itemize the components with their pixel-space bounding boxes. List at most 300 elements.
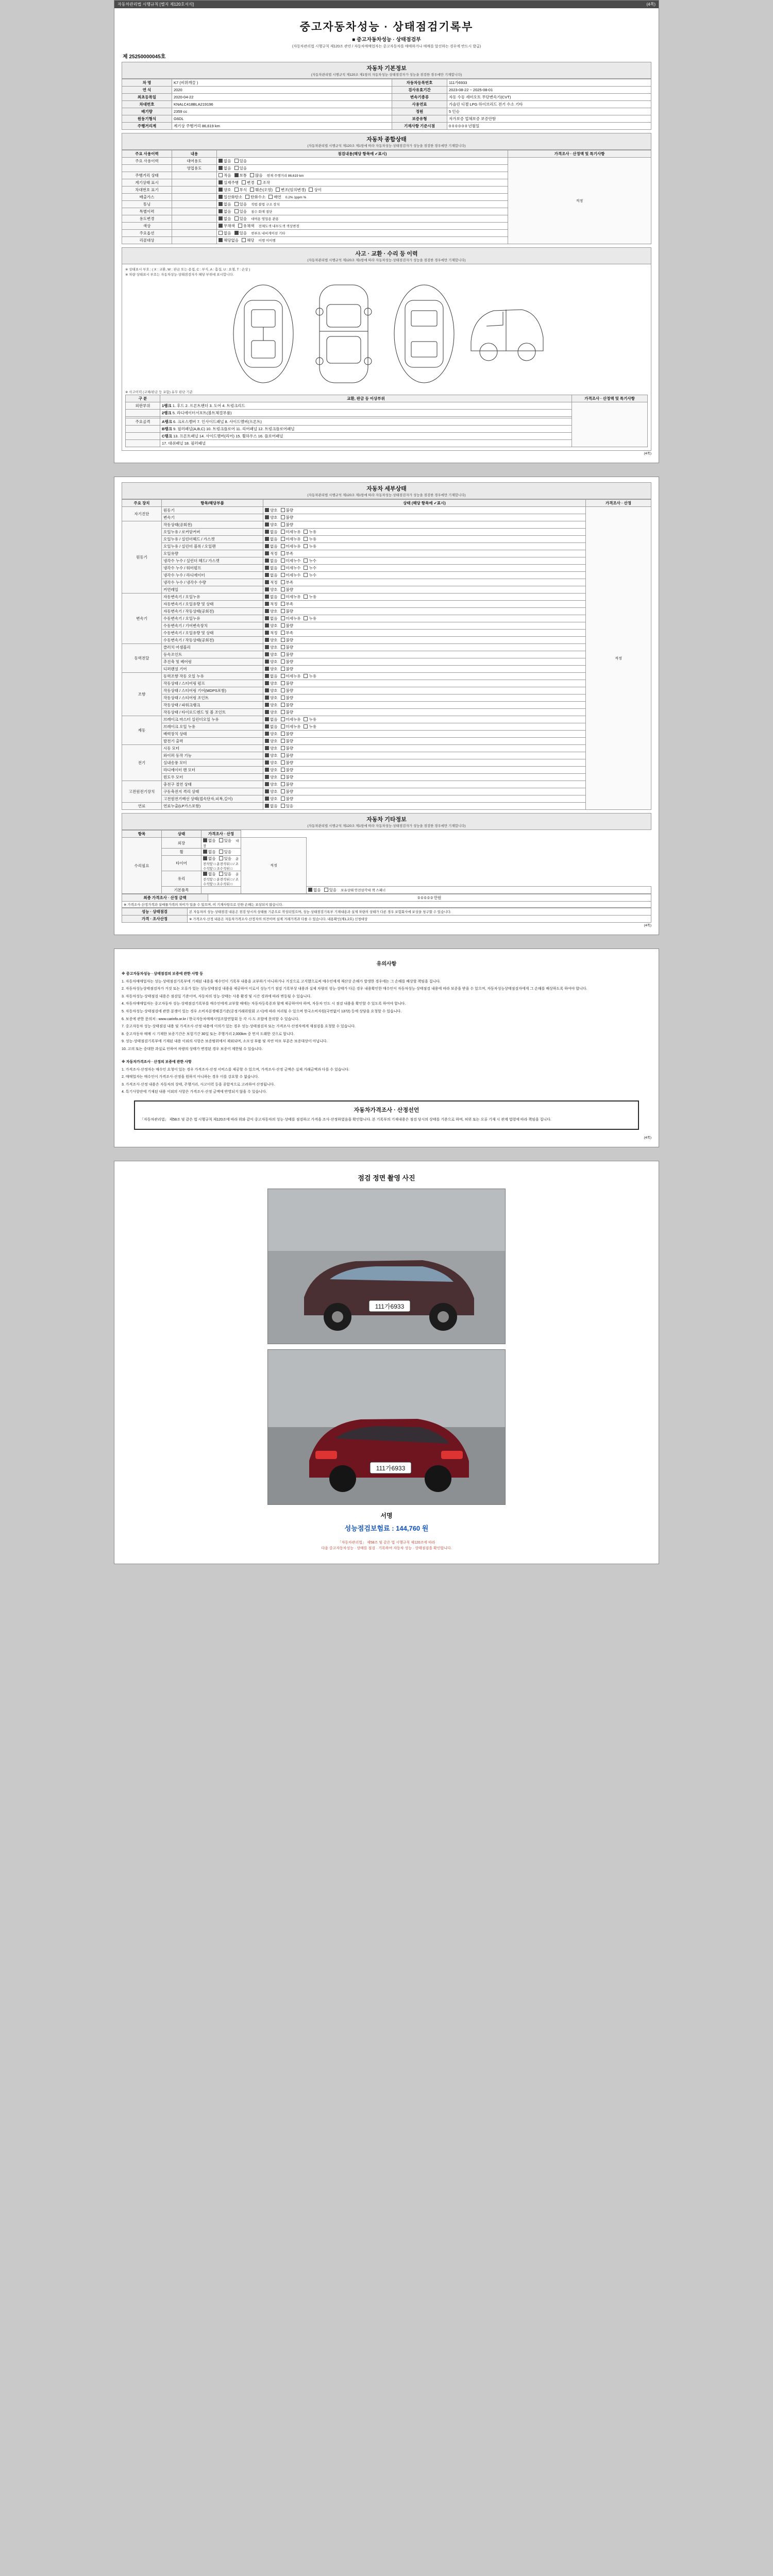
checkbox-option[interactable]: 있음 <box>324 887 337 893</box>
checkbox-option[interactable]: 해당없음 <box>219 238 239 243</box>
checkbox-option[interactable]: 있음 <box>234 230 247 236</box>
checkbox-option[interactable]: 없음 <box>265 536 278 542</box>
checkbox-icon[interactable] <box>304 530 308 534</box>
device-options[interactable] <box>263 752 586 759</box>
device-options[interactable] <box>263 550 586 557</box>
checkbox-option[interactable]: 없음 <box>265 673 278 679</box>
checkbox-icon[interactable] <box>219 238 223 242</box>
row-options[interactable] <box>217 194 508 201</box>
checkbox-icon[interactable] <box>281 595 285 599</box>
checkbox-icon[interactable] <box>219 224 223 228</box>
checkbox-icon[interactable] <box>234 166 239 170</box>
checkbox-option[interactable]: 보통 <box>234 173 247 178</box>
checkbox-option[interactable]: 불량 <box>281 623 294 629</box>
checkbox-icon[interactable] <box>281 724 285 728</box>
checkbox-icon[interactable] <box>281 688 285 692</box>
checkbox-icon[interactable] <box>203 838 207 842</box>
checkbox-option[interactable]: 양호 <box>219 187 231 193</box>
device-options[interactable] <box>263 774 586 781</box>
checkbox-option[interactable]: 매연 <box>268 194 281 200</box>
checkbox-icon[interactable] <box>265 638 269 642</box>
row-options[interactable] <box>217 165 508 172</box>
checkbox-option[interactable]: 부족 <box>281 580 294 585</box>
checkbox-icon[interactable] <box>281 732 285 736</box>
checkbox-icon[interactable] <box>265 580 269 584</box>
checkbox-option[interactable]: 양호 <box>265 522 278 528</box>
checkbox-icon[interactable] <box>219 838 223 842</box>
checkbox-icon[interactable] <box>265 732 269 736</box>
checkbox-icon[interactable] <box>219 173 223 177</box>
checkbox-option[interactable]: 있음 <box>281 803 294 809</box>
checkbox-option[interactable]: 있음 <box>234 201 247 207</box>
checkbox-icon[interactable] <box>234 202 239 206</box>
checkbox-option[interactable]: 있음 <box>234 158 247 164</box>
checkbox-option[interactable]: 불량 <box>281 637 294 643</box>
device-options[interactable] <box>263 637 586 644</box>
checkbox-option[interactable]: 불량 <box>281 774 294 780</box>
row-options[interactable] <box>217 237 508 244</box>
checkbox-icon[interactable] <box>265 753 269 757</box>
checkbox-icon[interactable] <box>265 566 269 570</box>
row-options[interactable] <box>201 871 241 887</box>
checkbox-icon[interactable] <box>281 515 285 519</box>
checkbox-icon[interactable] <box>281 573 285 577</box>
checkbox-option[interactable]: 변경 <box>242 180 255 185</box>
checkbox-option[interactable]: 없음 <box>265 544 278 549</box>
device-options[interactable] <box>263 788 586 795</box>
checkbox-icon[interactable] <box>281 623 285 628</box>
checkbox-option[interactable]: 불량 <box>281 507 294 513</box>
checkbox-icon[interactable] <box>281 703 285 707</box>
checkbox-icon[interactable] <box>265 775 269 779</box>
checkbox-icon[interactable] <box>265 609 269 613</box>
checkbox-icon[interactable] <box>234 188 239 192</box>
checkbox-option[interactable]: 양호 <box>265 645 278 650</box>
checkbox-option[interactable]: 불량 <box>281 587 294 592</box>
checkbox-icon[interactable] <box>265 674 269 678</box>
checkbox-icon[interactable] <box>304 674 308 678</box>
checkbox-icon[interactable] <box>281 796 285 801</box>
checkbox-option[interactable]: 누유 <box>304 544 316 549</box>
checkbox-option[interactable]: 양호 <box>265 688 278 693</box>
checkbox-icon[interactable] <box>219 188 223 192</box>
checkbox-option[interactable]: 불량 <box>281 681 294 686</box>
row-options[interactable] <box>217 187 508 194</box>
device-options[interactable] <box>263 781 586 788</box>
row-options[interactable] <box>201 856 241 871</box>
checkbox-icon[interactable] <box>265 508 269 512</box>
checkbox-icon[interactable] <box>281 789 285 793</box>
checkbox-option[interactable]: 미세누유 <box>281 717 301 722</box>
checkbox-option[interactable]: 양호 <box>265 681 278 686</box>
checkbox-option[interactable]: 양호 <box>265 774 278 780</box>
checkbox-option[interactable]: 누유 <box>304 536 316 542</box>
device-options[interactable] <box>263 723 586 731</box>
checkbox-icon[interactable] <box>234 209 239 213</box>
checkbox-icon[interactable] <box>265 659 269 664</box>
checkbox-icon[interactable] <box>281 609 285 613</box>
checkbox-option[interactable]: 없음 <box>219 201 231 207</box>
checkbox-icon[interactable] <box>219 159 223 163</box>
checkbox-option[interactable]: 불량 <box>281 702 294 708</box>
checkbox-icon[interactable] <box>219 166 223 170</box>
checkbox-icon[interactable] <box>265 703 269 707</box>
checkbox-icon[interactable] <box>281 739 285 743</box>
device-options[interactable] <box>263 514 586 521</box>
checkbox-option[interactable]: 없음 <box>219 158 231 164</box>
checkbox-option[interactable]: 양호 <box>265 760 278 766</box>
row-options[interactable] <box>307 887 651 894</box>
checkbox-icon[interactable] <box>281 710 285 714</box>
checkbox-option[interactable]: 양호 <box>265 789 278 794</box>
checkbox-option[interactable]: 불량 <box>281 695 294 701</box>
device-options[interactable] <box>263 731 586 738</box>
row-options[interactable] <box>217 223 508 230</box>
checkbox-icon[interactable] <box>265 652 269 656</box>
checkbox-option[interactable]: 양호 <box>265 767 278 773</box>
checkbox-icon[interactable] <box>304 566 308 570</box>
checkbox-option[interactable]: 있음 <box>219 849 232 855</box>
checkbox-icon[interactable] <box>250 173 254 177</box>
checkbox-icon[interactable] <box>309 188 313 192</box>
checkbox-option[interactable]: 불량 <box>281 782 294 787</box>
checkbox-option[interactable]: 없음 <box>219 216 231 222</box>
device-options[interactable] <box>263 673 586 680</box>
checkbox-option[interactable]: 있음 <box>219 871 232 877</box>
checkbox-icon[interactable] <box>265 768 269 772</box>
device-options[interactable] <box>263 702 586 709</box>
checkbox-option[interactable]: 불량 <box>281 796 294 802</box>
checkbox-option[interactable]: 무채색 <box>219 223 235 229</box>
checkbox-option[interactable]: 불량 <box>281 652 294 657</box>
checkbox-option[interactable]: 불량 <box>281 666 294 672</box>
checkbox-icon[interactable] <box>281 696 285 700</box>
device-options[interactable] <box>263 803 586 810</box>
checkbox-option[interactable]: 없음 <box>265 717 278 722</box>
checkbox-option[interactable]: 실제주행 <box>219 180 239 185</box>
device-options[interactable] <box>263 608 586 615</box>
checkbox-option[interactable]: 불량 <box>281 522 294 528</box>
checkbox-option[interactable]: 불량 <box>281 738 294 744</box>
checkbox-icon[interactable] <box>265 746 269 750</box>
checkbox-icon[interactable] <box>265 515 269 519</box>
checkbox-option[interactable]: 양호 <box>265 745 278 751</box>
checkbox-icon[interactable] <box>265 537 269 541</box>
checkbox-option[interactable]: 미세누유 <box>281 616 301 621</box>
checkbox-option[interactable]: 누유 <box>304 616 316 621</box>
device-options[interactable] <box>263 543 586 550</box>
checkbox-icon[interactable] <box>281 652 285 656</box>
checkbox-icon[interactable] <box>281 717 285 721</box>
checkbox-option[interactable]: 없음 <box>219 209 231 214</box>
checkbox-option[interactable]: 불량 <box>281 760 294 766</box>
checkbox-icon[interactable] <box>304 558 308 563</box>
checkbox-icon[interactable] <box>265 724 269 728</box>
checkbox-icon[interactable] <box>281 681 285 685</box>
device-options[interactable] <box>263 529 586 536</box>
checkbox-icon[interactable] <box>308 888 312 892</box>
checkbox-option[interactable]: 미세누유 <box>281 594 301 600</box>
checkbox-icon[interactable] <box>219 209 223 213</box>
checkbox-option[interactable]: 일산화탄소 <box>219 194 242 200</box>
checkbox-icon[interactable] <box>281 551 285 555</box>
checkbox-icon[interactable] <box>281 804 285 808</box>
checkbox-option[interactable]: 부족 <box>281 551 294 556</box>
checkbox-option[interactable]: 없음 <box>203 838 216 843</box>
checkbox-icon[interactable] <box>265 804 269 808</box>
checkbox-icon[interactable] <box>265 595 269 599</box>
device-options[interactable] <box>263 745 586 752</box>
checkbox-icon[interactable] <box>281 508 285 512</box>
checkbox-option[interactable]: 없음 <box>265 724 278 730</box>
checkbox-option[interactable]: 불량 <box>281 645 294 650</box>
checkbox-option[interactable]: 불량 <box>281 709 294 715</box>
device-options[interactable] <box>263 630 586 637</box>
checkbox-option[interactable]: 적정 <box>265 551 278 556</box>
checkbox-icon[interactable] <box>281 544 285 548</box>
checkbox-icon[interactable] <box>265 558 269 563</box>
device-options[interactable] <box>263 594 586 601</box>
checkbox-option[interactable]: 미세누수 <box>281 572 301 578</box>
checkbox-icon[interactable] <box>281 587 285 591</box>
row-options[interactable] <box>217 172 508 179</box>
checkbox-icon[interactable] <box>265 551 269 555</box>
checkbox-icon[interactable] <box>265 623 269 628</box>
checkbox-icon[interactable] <box>265 573 269 577</box>
checkbox-icon[interactable] <box>304 573 308 577</box>
device-options[interactable] <box>263 666 586 673</box>
checkbox-icon[interactable] <box>281 558 285 563</box>
checkbox-option[interactable]: 양호 <box>265 587 278 592</box>
checkbox-icon[interactable] <box>281 566 285 570</box>
device-options[interactable] <box>263 687 586 694</box>
row-options[interactable] <box>217 179 508 187</box>
device-options[interactable] <box>263 680 586 687</box>
checkbox-icon[interactable] <box>219 231 223 235</box>
device-options[interactable] <box>263 615 586 622</box>
checkbox-icon[interactable] <box>265 688 269 692</box>
device-options[interactable] <box>263 536 586 543</box>
checkbox-icon[interactable] <box>265 681 269 685</box>
checkbox-option[interactable]: 조작 <box>257 180 270 185</box>
checkbox-icon[interactable] <box>281 616 285 620</box>
checkbox-option[interactable]: 불량 <box>281 767 294 773</box>
checkbox-icon[interactable] <box>281 580 285 584</box>
checkbox-option[interactable]: 양호 <box>265 738 278 744</box>
device-options[interactable] <box>263 622 586 630</box>
checkbox-option[interactable]: 미세누유 <box>281 536 301 542</box>
checkbox-option[interactable]: 양호 <box>265 695 278 701</box>
device-options[interactable] <box>263 557 586 565</box>
device-options[interactable] <box>263 767 586 774</box>
checkbox-icon[interactable] <box>265 544 269 548</box>
checkbox-icon[interactable] <box>265 667 269 671</box>
checkbox-option[interactable]: 없음 <box>265 594 278 600</box>
checkbox-option[interactable]: 양호 <box>265 659 278 665</box>
device-options[interactable] <box>263 658 586 666</box>
checkbox-option[interactable]: 없음 <box>265 803 278 809</box>
checkbox-icon[interactable] <box>281 631 285 635</box>
checkbox-option[interactable]: 없음 <box>203 871 216 877</box>
checkbox-icon[interactable] <box>281 753 285 757</box>
device-options[interactable] <box>263 738 586 745</box>
checkbox-option[interactable]: 양호 <box>265 652 278 657</box>
checkbox-icon[interactable] <box>281 674 285 678</box>
checkbox-option[interactable]: 양호 <box>265 782 278 787</box>
checkbox-option[interactable]: 누유 <box>304 529 316 535</box>
checkbox-option[interactable]: 훼손(오염) <box>250 187 273 193</box>
checkbox-option[interactable]: 양호 <box>265 637 278 643</box>
checkbox-icon[interactable] <box>219 202 223 206</box>
checkbox-icon[interactable] <box>203 872 207 876</box>
row-options[interactable] <box>217 230 508 237</box>
checkbox-option[interactable]: 양호 <box>265 623 278 629</box>
checkbox-icon[interactable] <box>265 602 269 606</box>
checkbox-icon[interactable] <box>265 739 269 743</box>
checkbox-icon[interactable] <box>257 180 261 184</box>
checkbox-icon[interactable] <box>304 537 308 541</box>
checkbox-icon[interactable] <box>234 173 239 177</box>
checkbox-icon[interactable] <box>219 195 223 199</box>
checkbox-icon[interactable] <box>281 638 285 642</box>
checkbox-option[interactable]: 불량 <box>281 745 294 751</box>
checkbox-icon[interactable] <box>281 522 285 527</box>
checkbox-icon[interactable] <box>276 188 280 192</box>
checkbox-icon[interactable] <box>265 530 269 534</box>
device-options[interactable] <box>263 601 586 608</box>
checkbox-icon[interactable] <box>265 760 269 765</box>
checkbox-option[interactable]: 양호 <box>265 666 278 672</box>
checkbox-icon[interactable] <box>219 180 223 184</box>
checkbox-icon[interactable] <box>281 746 285 750</box>
checkbox-icon[interactable] <box>265 587 269 591</box>
checkbox-icon[interactable] <box>304 717 308 721</box>
checkbox-icon[interactable] <box>219 850 223 854</box>
checkbox-option[interactable]: 불량 <box>281 789 294 794</box>
checkbox-icon[interactable] <box>281 659 285 664</box>
checkbox-option[interactable]: 없음 <box>203 856 216 861</box>
checkbox-icon[interactable] <box>281 760 285 765</box>
checkbox-icon[interactable] <box>234 159 239 163</box>
row-options[interactable] <box>217 158 508 165</box>
device-options[interactable] <box>263 565 586 572</box>
checkbox-option[interactable]: 없음 <box>265 616 278 621</box>
checkbox-option[interactable]: 없음 <box>265 565 278 571</box>
checkbox-option[interactable]: 미세누유 <box>281 724 301 730</box>
checkbox-option[interactable]: 양호 <box>265 608 278 614</box>
checkbox-option[interactable]: 불량 <box>281 608 294 614</box>
checkbox-option[interactable]: 미세누유 <box>281 529 301 535</box>
row-options[interactable] <box>201 849 241 856</box>
checkbox-icon[interactable] <box>265 645 269 649</box>
checkbox-option[interactable]: 불량 <box>281 659 294 665</box>
checkbox-option[interactable]: 없음 <box>265 572 278 578</box>
checkbox-option[interactable]: 누유 <box>304 724 316 730</box>
row-options[interactable] <box>201 838 241 849</box>
checkbox-icon[interactable] <box>281 537 285 541</box>
checkbox-option[interactable]: 누수 <box>304 565 316 571</box>
checkbox-option[interactable]: 미세누유 <box>281 544 301 549</box>
checkbox-option[interactable]: 적정 <box>265 601 278 607</box>
device-options[interactable] <box>263 759 586 767</box>
checkbox-option[interactable]: 누유 <box>304 594 316 600</box>
checkbox-option[interactable]: 유채색 <box>238 223 255 229</box>
checkbox-option[interactable]: 해당 <box>242 238 255 243</box>
checkbox-icon[interactable] <box>304 595 308 599</box>
checkbox-icon[interactable] <box>281 645 285 649</box>
device-options[interactable] <box>263 716 586 723</box>
checkbox-icon[interactable] <box>203 856 207 860</box>
checkbox-icon[interactable] <box>234 231 239 235</box>
checkbox-icon[interactable] <box>281 530 285 534</box>
checkbox-option[interactable]: 부족 <box>281 630 294 636</box>
checkbox-option[interactable]: 부식 <box>234 187 247 193</box>
checkbox-icon[interactable] <box>281 782 285 786</box>
checkbox-icon[interactable] <box>234 216 239 221</box>
checkbox-icon[interactable] <box>250 188 254 192</box>
checkbox-option[interactable]: 많음 <box>250 173 263 178</box>
checkbox-option[interactable]: 적정 <box>265 580 278 585</box>
device-options[interactable] <box>263 795 586 803</box>
checkbox-option[interactable]: 탄화수소 <box>245 194 265 200</box>
checkbox-option[interactable]: 양호 <box>265 702 278 708</box>
checkbox-icon[interactable] <box>242 238 246 242</box>
checkbox-icon[interactable] <box>281 602 285 606</box>
checkbox-icon[interactable] <box>242 180 246 184</box>
checkbox-icon[interactable] <box>324 888 328 892</box>
device-options[interactable] <box>263 694 586 702</box>
checkbox-option[interactable]: 양호 <box>265 753 278 758</box>
checkbox-icon[interactable] <box>281 667 285 671</box>
checkbox-icon[interactable] <box>268 195 273 199</box>
device-options[interactable] <box>263 579 586 586</box>
checkbox-icon[interactable] <box>304 616 308 620</box>
checkbox-icon[interactable] <box>203 850 207 854</box>
checkbox-icon[interactable] <box>304 724 308 728</box>
device-options[interactable] <box>263 651 586 658</box>
checkbox-option[interactable]: 없음 <box>203 849 216 855</box>
checkbox-icon[interactable] <box>238 224 242 228</box>
checkbox-icon[interactable] <box>265 696 269 700</box>
checkbox-option[interactable]: 변조(임의변경) <box>276 187 306 193</box>
checkbox-icon[interactable] <box>265 631 269 635</box>
checkbox-icon[interactable] <box>265 789 269 793</box>
checkbox-icon[interactable] <box>265 522 269 527</box>
checkbox-option[interactable]: 누유 <box>304 717 316 722</box>
device-options[interactable] <box>263 521 586 529</box>
checkbox-option[interactable]: 없음 <box>219 165 231 171</box>
checkbox-icon[interactable] <box>219 216 223 221</box>
checkbox-option[interactable]: 양호 <box>265 507 278 513</box>
device-options[interactable] <box>263 644 586 651</box>
checkbox-option[interactable]: 없음 <box>219 230 231 236</box>
checkbox-option[interactable]: 있음 <box>219 838 232 843</box>
device-options[interactable] <box>263 709 586 716</box>
checkbox-option[interactable]: 누수 <box>304 558 316 564</box>
checkbox-option[interactable]: 없음 <box>265 529 278 535</box>
checkbox-icon[interactable] <box>219 856 223 860</box>
checkbox-option[interactable]: 있음 <box>234 209 247 214</box>
checkbox-option[interactable]: 있음 <box>234 216 247 222</box>
checkbox-option[interactable]: 양호 <box>265 515 278 520</box>
checkbox-option[interactable]: 누유 <box>304 673 316 679</box>
row-options[interactable] <box>217 208 508 215</box>
checkbox-icon[interactable] <box>265 710 269 714</box>
checkbox-option[interactable]: 미세누수 <box>281 565 301 571</box>
checkbox-option[interactable]: 양호 <box>265 709 278 715</box>
device-options[interactable] <box>263 507 586 514</box>
checkbox-option[interactable]: 미세누수 <box>281 558 301 564</box>
